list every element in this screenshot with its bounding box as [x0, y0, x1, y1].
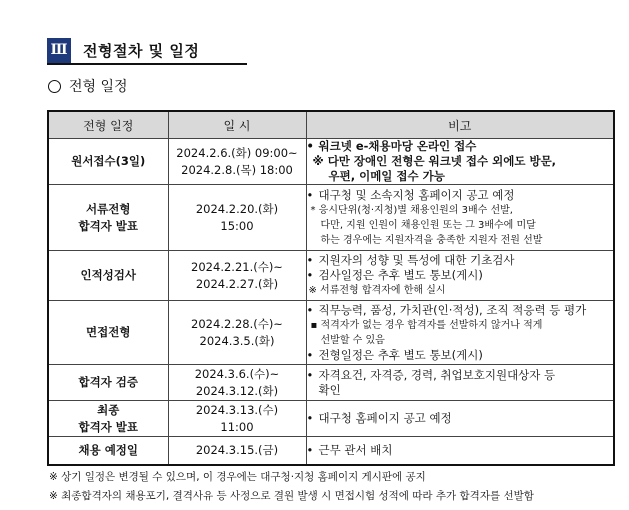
note-cell	[306, 139, 614, 185]
header-stage: 전형 일정	[48, 111, 168, 139]
note-item	[307, 348, 614, 363]
note-cell	[306, 251, 614, 301]
bullet-icon: •	[306, 367, 314, 382]
note-item	[307, 411, 614, 426]
date-line: 2024.2.28.(수)~	[191, 316, 283, 331]
note-item	[307, 268, 614, 283]
section-title: 전형절차 및 일정	[83, 42, 200, 60]
date-line: 11:00	[220, 419, 254, 434]
note-text: 선발할 수 있음	[320, 334, 385, 346]
schedule-table	[47, 110, 615, 466]
note-emphasis: 우편, 이메일 접수 가능	[328, 169, 445, 183]
date-cell	[168, 301, 306, 365]
date-line: 2024.2.6.(화) 09:00~	[176, 145, 298, 160]
note-item	[307, 443, 614, 458]
note-cell	[306, 185, 614, 251]
stage-cell: 채용 예정일	[48, 437, 168, 465]
table-row	[48, 139, 614, 185]
note-text: 다만, 지원 인원이 채용인원 또는 그 3배수에 미달	[320, 219, 536, 231]
table-row	[48, 437, 614, 465]
sub-note	[307, 318, 614, 348]
table-row	[48, 301, 614, 365]
table-row	[48, 185, 614, 251]
note-text: 워크넷 e-채용마당 온라인 접수	[318, 139, 477, 153]
stage-cell	[48, 401, 168, 437]
footnote: ※ 최종합격자의 채용포기, 결격사유 등 사정으로 결원 발생 시 면접시험 성적에 따라 추가 합격자를 선발함	[49, 490, 534, 502]
small-bullet-icon: ▪	[310, 319, 318, 331]
stage-cell: 인적성검사	[48, 251, 168, 301]
section-title-underline	[47, 63, 247, 65]
note-text: 대구청 홈페이지 공고 예정	[318, 411, 452, 425]
note-text: 대구청 및 소속지청 홈페이지 공고 예정	[318, 187, 515, 202]
table-row	[48, 365, 614, 401]
bullet-icon: •	[306, 442, 314, 457]
note-text: 하는 경우에는 지원자격을 충족한 지원자 전원 선발	[320, 234, 543, 246]
note-text: 다만 장애인 전형은 워크넷 접수 외에도 방문,	[327, 154, 557, 168]
bullet-icon: •	[306, 347, 314, 362]
footnote: ※ 상기 일정은 변경될 수 있으며, 이 경우에는 대구청·지청 홈페이지 게시판에 공지	[49, 471, 426, 483]
note-item	[307, 188, 614, 203]
table-header-row	[48, 111, 614, 139]
sub-heading	[48, 76, 128, 96]
note-cell	[306, 301, 614, 365]
date-line: 2024.3.5.(화)	[199, 333, 275, 348]
note-item	[307, 139, 614, 154]
note-text: * 응시단위(청·지청)별 채용인원의 3배수 선발,	[310, 204, 513, 216]
date-cell: 2024.3.15.(금)	[168, 437, 306, 465]
date-cell	[168, 139, 306, 185]
bullet-icon: •	[306, 253, 314, 267]
circle-icon	[48, 80, 61, 93]
note-item	[307, 303, 614, 318]
stage-cell	[48, 185, 168, 251]
date-line: 2024.2.27.(화)	[195, 276, 279, 291]
reference-mark: ※	[312, 154, 324, 168]
bullet-icon: •	[306, 411, 314, 425]
stage-line: 합격자 발표	[78, 419, 139, 434]
bullet-icon: •	[306, 139, 314, 153]
note-text: 적격자가 없는 경우 합격자를 선발하지 않거나 적게	[320, 319, 543, 331]
date-line: 2024.2.8.(목) 18:00	[181, 162, 293, 177]
date-line: 2024.2.20.(화)	[195, 201, 279, 216]
note-cell	[306, 401, 614, 437]
date-line: 15:00	[220, 218, 254, 233]
bullet-icon: •	[306, 268, 314, 282]
date-cell	[168, 401, 306, 437]
stage-cell: 원서접수(3일)	[48, 139, 168, 185]
header-date: 일 시	[168, 111, 306, 139]
note-text-line: 자격요건, 자격증, 경력, 취업보호지원대상자 등	[318, 367, 556, 382]
note-text: 근무 관서 배치	[318, 442, 393, 457]
stage-line: 합격자 발표	[78, 218, 139, 233]
sub-heading-text: 전형 일정	[69, 79, 128, 95]
note-cell	[306, 365, 614, 401]
table-row	[48, 401, 614, 437]
date-line: 2024.3.13.(수)	[195, 402, 279, 417]
note-text: 직무능력, 품성, 가치관(인·적성), 조직 적응력 등 평가	[318, 302, 587, 317]
bullet-icon: •	[306, 302, 314, 317]
date-cell	[168, 185, 306, 251]
stage-line: 최종	[97, 402, 120, 417]
date-line: 2024.3.12.(화)	[195, 383, 279, 398]
stage-line: 서류전형	[86, 201, 131, 216]
section-number-badge: Ⅲ	[47, 38, 71, 63]
note-emphasis	[307, 154, 614, 169]
note-item	[307, 368, 614, 398]
note-text: 검사일정은 추후 별도 통보(게시)	[318, 268, 483, 282]
date-cell	[168, 251, 306, 301]
note-item	[307, 253, 614, 268]
note-cell	[306, 437, 614, 465]
date-line: 2024.2.21.(수)~	[191, 259, 283, 274]
header-note: 비고	[306, 111, 614, 139]
note-text: 지원자의 성향 및 특성에 대한 기초검사	[318, 253, 515, 267]
note-text: 전형일정은 추후 별도 통보(게시)	[318, 347, 483, 362]
note-text	[319, 368, 556, 398]
stage-cell: 합격자 검증	[48, 365, 168, 401]
sub-note	[307, 203, 614, 248]
date-line: 2024.3.6.(수)~	[194, 366, 280, 381]
date-cell	[168, 365, 306, 401]
table-row	[48, 251, 614, 301]
reference-note: ※ 서류전형 합격자에 한해 실시	[308, 285, 446, 296]
bullet-icon: •	[306, 187, 314, 202]
stage-cell: 면접전형	[48, 301, 168, 365]
note-text-line: 확인	[318, 382, 341, 397]
section-header	[47, 38, 247, 65]
